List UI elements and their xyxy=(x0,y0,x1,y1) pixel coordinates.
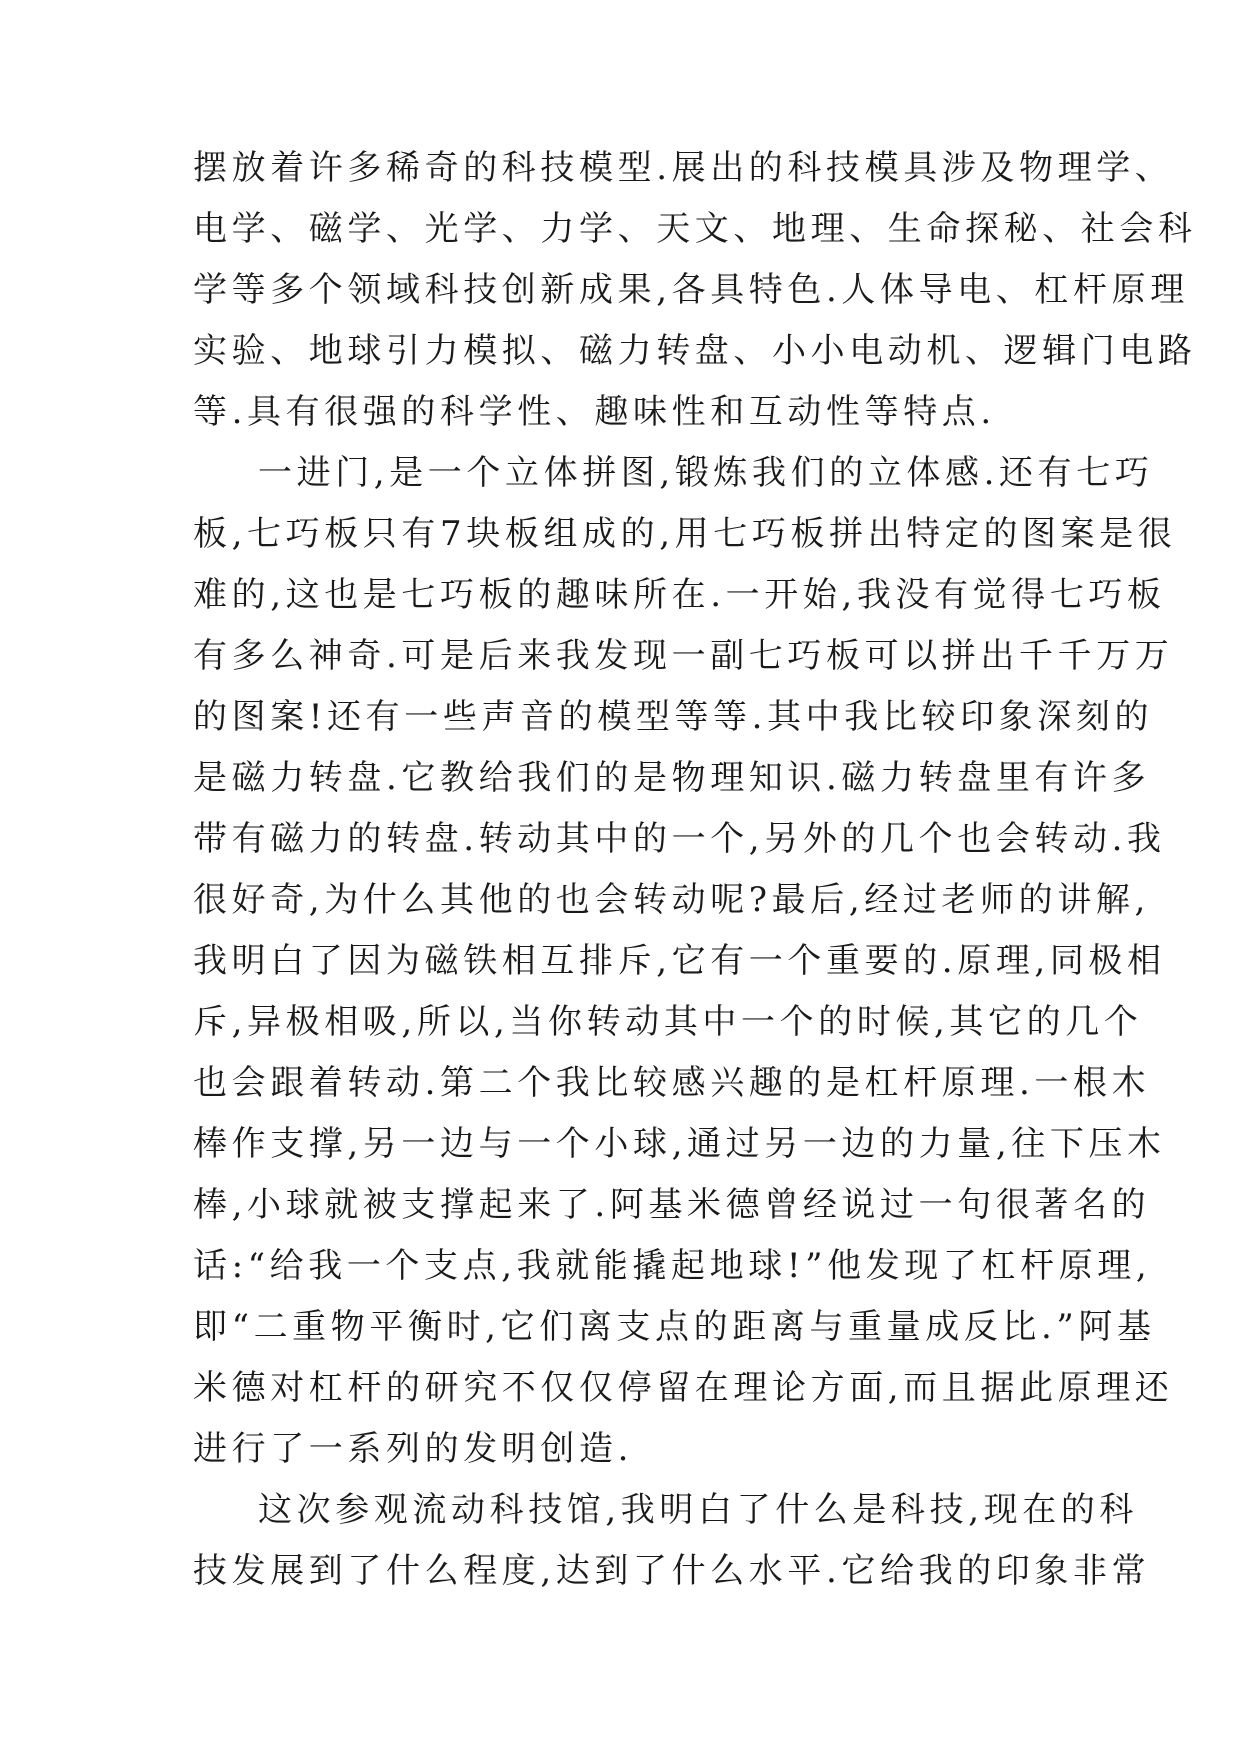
paragraph-line: 等.具有很强的科学性、趣味性和互动性等特点. xyxy=(193,392,996,432)
paragraph-line: 有多么神奇.可是后来我发现一副七巧板可以拼出千千万万 xyxy=(193,636,1174,676)
paragraph-line: 是磁力转盘.它教给我们的是物理知识.磁力转盘里有许多 xyxy=(193,758,1151,798)
paragraph-line: 学等多个领域科技创新成果,各具特色.人体导电、杠杆原理 xyxy=(193,270,1189,310)
paragraph-line: 电学、磁学、光学、力学、天文、地理、生命探秘、社会科 xyxy=(193,209,1197,249)
paragraph-line: 斥,异极相吸,所以,当你转动其中一个的时候,其它的几个 xyxy=(193,1002,1143,1042)
paragraph-line: 也会跟着转动.第二个我比较感兴趣的是杠杆原理.一根木 xyxy=(193,1063,1151,1103)
paragraph-line: 我明白了因为磁铁相互排斥,它有一个重要的.原理,同极相 xyxy=(193,941,1166,981)
paragraph-line: 摆放着许多稀奇的科技模型.展出的科技模具涉及物理学、 xyxy=(193,148,1174,188)
paragraph-line: 话:“给我一个支点,我就能撬起地球!”他发现了杠杆原理, xyxy=(193,1246,1152,1286)
paragraph-line: 的图案!还有一些声音的模型等等.其中我比较印象深刻的 xyxy=(193,697,1154,737)
paragraph-line: 很好奇,为什么其他的也会转动呢?最后,经过老师的讲解, xyxy=(193,880,1150,920)
paragraph-line: 难的,这也是七巧板的趣味所在.一开始,我没有觉得七巧板 xyxy=(193,575,1166,615)
paragraph-line: 米德对杠杆的研究不仅仅停留在理论方面,而且据此原理还 xyxy=(193,1368,1174,1408)
paragraph-line: 进行了一系列的发明创造. xyxy=(193,1429,634,1469)
paragraph-line: 一进门,是一个立体拼图,锻炼我们的立体感.还有七巧 xyxy=(258,453,1154,493)
paragraph-line: 技发展到了什么程度,达到了什么水平.它给我的印象非常 xyxy=(193,1551,1151,1591)
paragraph-line: 这次参观流动科技馆,我明白了什么是科技,现在的科 xyxy=(258,1490,1139,1530)
paragraph-line: 带有磁力的转盘.转动其中的一个,另外的几个也会转动.我 xyxy=(193,819,1166,859)
paragraph-line: 实验、地球引力模拟、磁力转盘、小小电动机、逻辑门电路 xyxy=(193,331,1197,371)
paragraph-line: 即“二重物平衡时,它们离支点的距离与重量成反比.”阿基 xyxy=(193,1307,1156,1347)
paragraph-line: 棒,小球就被支撑起来了.阿基米德曾经说过一句很著名的 xyxy=(193,1185,1151,1225)
paragraph-line: 棒作支撑,另一边与一个小球,通过另一边的力量,往下压木 xyxy=(193,1124,1166,1164)
paragraph-line: 板,七巧板只有7块板组成的,用七巧板拼出特定的图案是很 xyxy=(193,514,1177,554)
